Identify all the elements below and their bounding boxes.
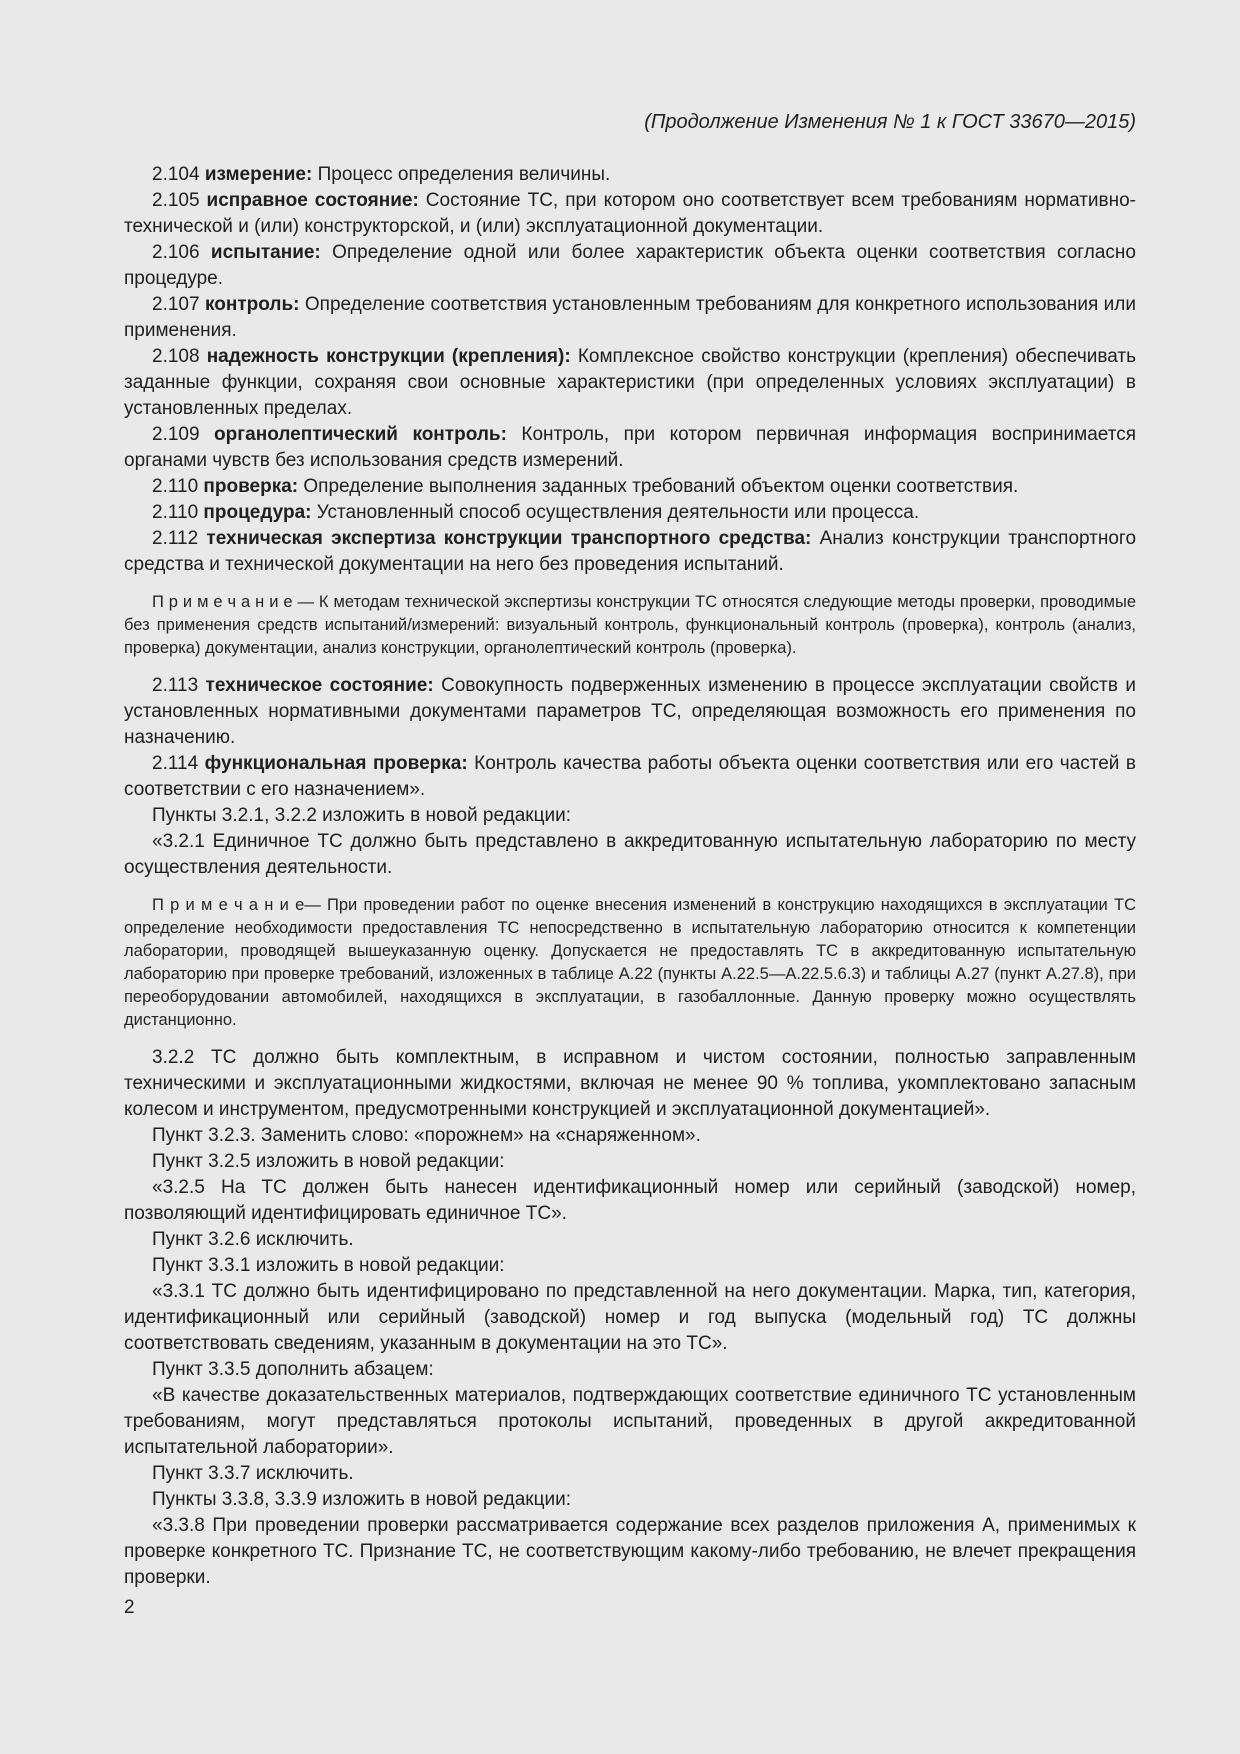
term-label: техническая экспертиза конструкции транспортного средства:: [206, 528, 812, 549]
term-number: 2.112: [152, 528, 207, 549]
text-paragraph: «3.3.1 ТС должно быть идентифицировано по представленной на него документации. Марка, тип, категория, идентификационный или серийный (заводской) номер и год выпуска (модельный год) ТС должны соответствовать сведениям, указанным в документации на это ТС».: [124, 1281, 1136, 1354]
document-content: [124, 162, 1136, 1621]
text-paragraph: 3.2.2 ТС должно быть комплектным, в исправном и чистом состоянии, полностью заправленным техническими и эксплуатационными жидкостями, включая не менее 90 % топлива, укомплектовано запасным колесом и инструментом, предусмотренными конструкцией и эксплуатационной документацией».: [124, 1047, 1136, 1120]
text-paragraph: 2.108 надежность конструкции (крепления): Комплексное свойство конструкции (крепления) обеспечивать заданные функции, сохраняя свои основные характеристики (при определенных условиях эксплуатации) в установленных пределах.: [124, 346, 1137, 419]
term-number: 2.107: [152, 294, 205, 315]
note-paragraph: П р и м е ч а н и е— При проведении работ по оценке внесения изменений в конструкцию находящихся в эксплуатации ТС определение необходимости предоставления ТС непосредственно в испытательную лабораторию относится к компетенции лаборатории, проводящей вышеуказанную оценку. Допускается не предоставлять ТС в аккредитованную испытательную лабораторию при проверке требований, изложенных в таблице А.22 (пункты А.22.5—А.22.5.6.3) и таблицы А.27 (пункт А.27.8), при переоборудовании автомобилей, находящихся в эксплуатации, в газобаллонные. Данную проверку можно осуществлять дистанционно.: [124, 896, 1136, 1029]
term-label: испытание:: [210, 242, 321, 263]
text-paragraph: 2.112 техническая экспертиза конструкции транспортного средства: Анализ конструкции транспортного средства и технической документации на него без проведения испытаний.: [124, 528, 1137, 575]
page-number: 2: [124, 1597, 135, 1618]
text-paragraph: Пункт 3.3.5 дополнить абзацем:: [152, 1359, 434, 1380]
term-number: 2.113: [152, 675, 206, 696]
text-paragraph: 2.106 испытание: Определение одной или более характеристик объекта оценки соответствия согласно процедуре.: [124, 242, 1136, 289]
term-label: надежность конструкции (крепления):: [206, 346, 571, 367]
text-paragraph: Пункт 3.3.1 изложить в новой редакции:: [152, 1255, 505, 1276]
term-label: проверка:: [203, 476, 299, 497]
term-number: 2.106: [152, 242, 211, 263]
text-paragraph: 2.105 исправное состояние: Состояние ТС, при котором оно соответствует всем требованиям нормативно-технической и (или) конструкторской, и (или) эксплуатационной документации.: [124, 190, 1137, 237]
text-paragraph: Пункт 3.2.5 изложить в новой редакции:: [152, 1151, 505, 1172]
term-number: 2.110: [152, 502, 204, 523]
term-label: функциональная проверка:: [204, 753, 468, 774]
running-header: (Продолжение Изменения № 1 к ГОСТ 33670—2015): [644, 111, 1136, 133]
text-paragraph: 2.113 техническое состояние: Совокупность подверженных изменению в процессе эксплуатации свойств и установленных нормативными документами параметров ТС, определяющая возможность его применения по назначению.: [124, 675, 1136, 748]
text-paragraph: «3.2.5 На ТС должен быть нанесен идентификационный номер или серийный (заводской) номер, позволяющий идентифицировать единичное ТС».: [124, 1177, 1136, 1224]
text-paragraph: 2.110 процедура: Установленный способ осуществления деятельности или процесса.: [152, 502, 920, 523]
term-number: 2.108: [152, 346, 207, 367]
term-number: 2.105: [152, 190, 207, 211]
text-paragraph: 2.110 проверка: Определение выполнения заданных требований объектом оценки соответствия.: [152, 476, 1019, 497]
text-paragraph: 2.107 контроль: Определение соответствия установленным требованиям для конкретного использования или применения.: [124, 294, 1136, 341]
text-paragraph: Пункт 3.2.6 исключить.: [152, 1229, 354, 1250]
term-label: техническое состояние:: [205, 675, 434, 696]
term-label: измерение:: [204, 164, 313, 185]
term-label: исправное состояние:: [206, 190, 419, 211]
text-paragraph: 2.114 функциональная проверка: Контроль качества работы объекта оценки соответствия или его частей в соответствии с его назначением».: [124, 753, 1137, 800]
term-label: органолептический контроль:: [214, 424, 507, 445]
text-paragraph: «3.3.8 При проведении проверки рассматривается содержание всех разделов приложения А, применимых к проверке конкретного ТС. Признание ТС, не соответствующим какому-либо требованию, не влечет прекращения проверки.: [124, 1515, 1136, 1588]
text-paragraph: Пункт 3.2.3. Заменить слово: «порожнем» на «снаряженном».: [152, 1125, 701, 1146]
text-paragraph: Пункт 3.3.7 исключить.: [152, 1463, 354, 1484]
term-number: 2.109: [152, 424, 215, 445]
term-number: 2.104: [152, 164, 205, 185]
term-number: 2.110: [152, 476, 204, 497]
note-paragraph: П р и м е ч а н и е — К методам технической экспертизы конструкции ТС относятся следующие методы проверки, проводимые без применения средств испытаний/измерений: визуальный контроль, функциональный контроль (проверка), контроль (анализ, проверка) документации, анализ конструкции, органолептический контроль (проверка).: [124, 593, 1136, 657]
term-number: 2.114: [152, 753, 205, 774]
text-paragraph: Пункты 3.2.1, 3.2.2 изложить в новой редакции:: [152, 805, 571, 826]
text-paragraph: «3.2.1 Единичное ТС должно быть представлено в аккредитованную испытательную лабораторию по месту осуществления деятельности.: [124, 831, 1136, 878]
text-paragraph: «В качестве доказательственных материалов, подтверждающих соответствие единичного ТС установленным требованиям, могут представляться протоколы испытаний, проведенных в другой аккредитованной испытательной лаборатории».: [124, 1385, 1136, 1458]
text-paragraph: Пункты 3.3.8, 3.3.9 изложить в новой редакции:: [152, 1489, 571, 1510]
term-label: процедура:: [203, 502, 312, 523]
text-paragraph: 2.109 органолептический контроль: Контроль, при котором первичная информация воспринимается органами чувств без использования средств измерений.: [124, 424, 1136, 471]
text-paragraph: 2.104 измерение: Процесс определения величины.: [152, 164, 611, 185]
term-label: контроль:: [204, 294, 300, 315]
